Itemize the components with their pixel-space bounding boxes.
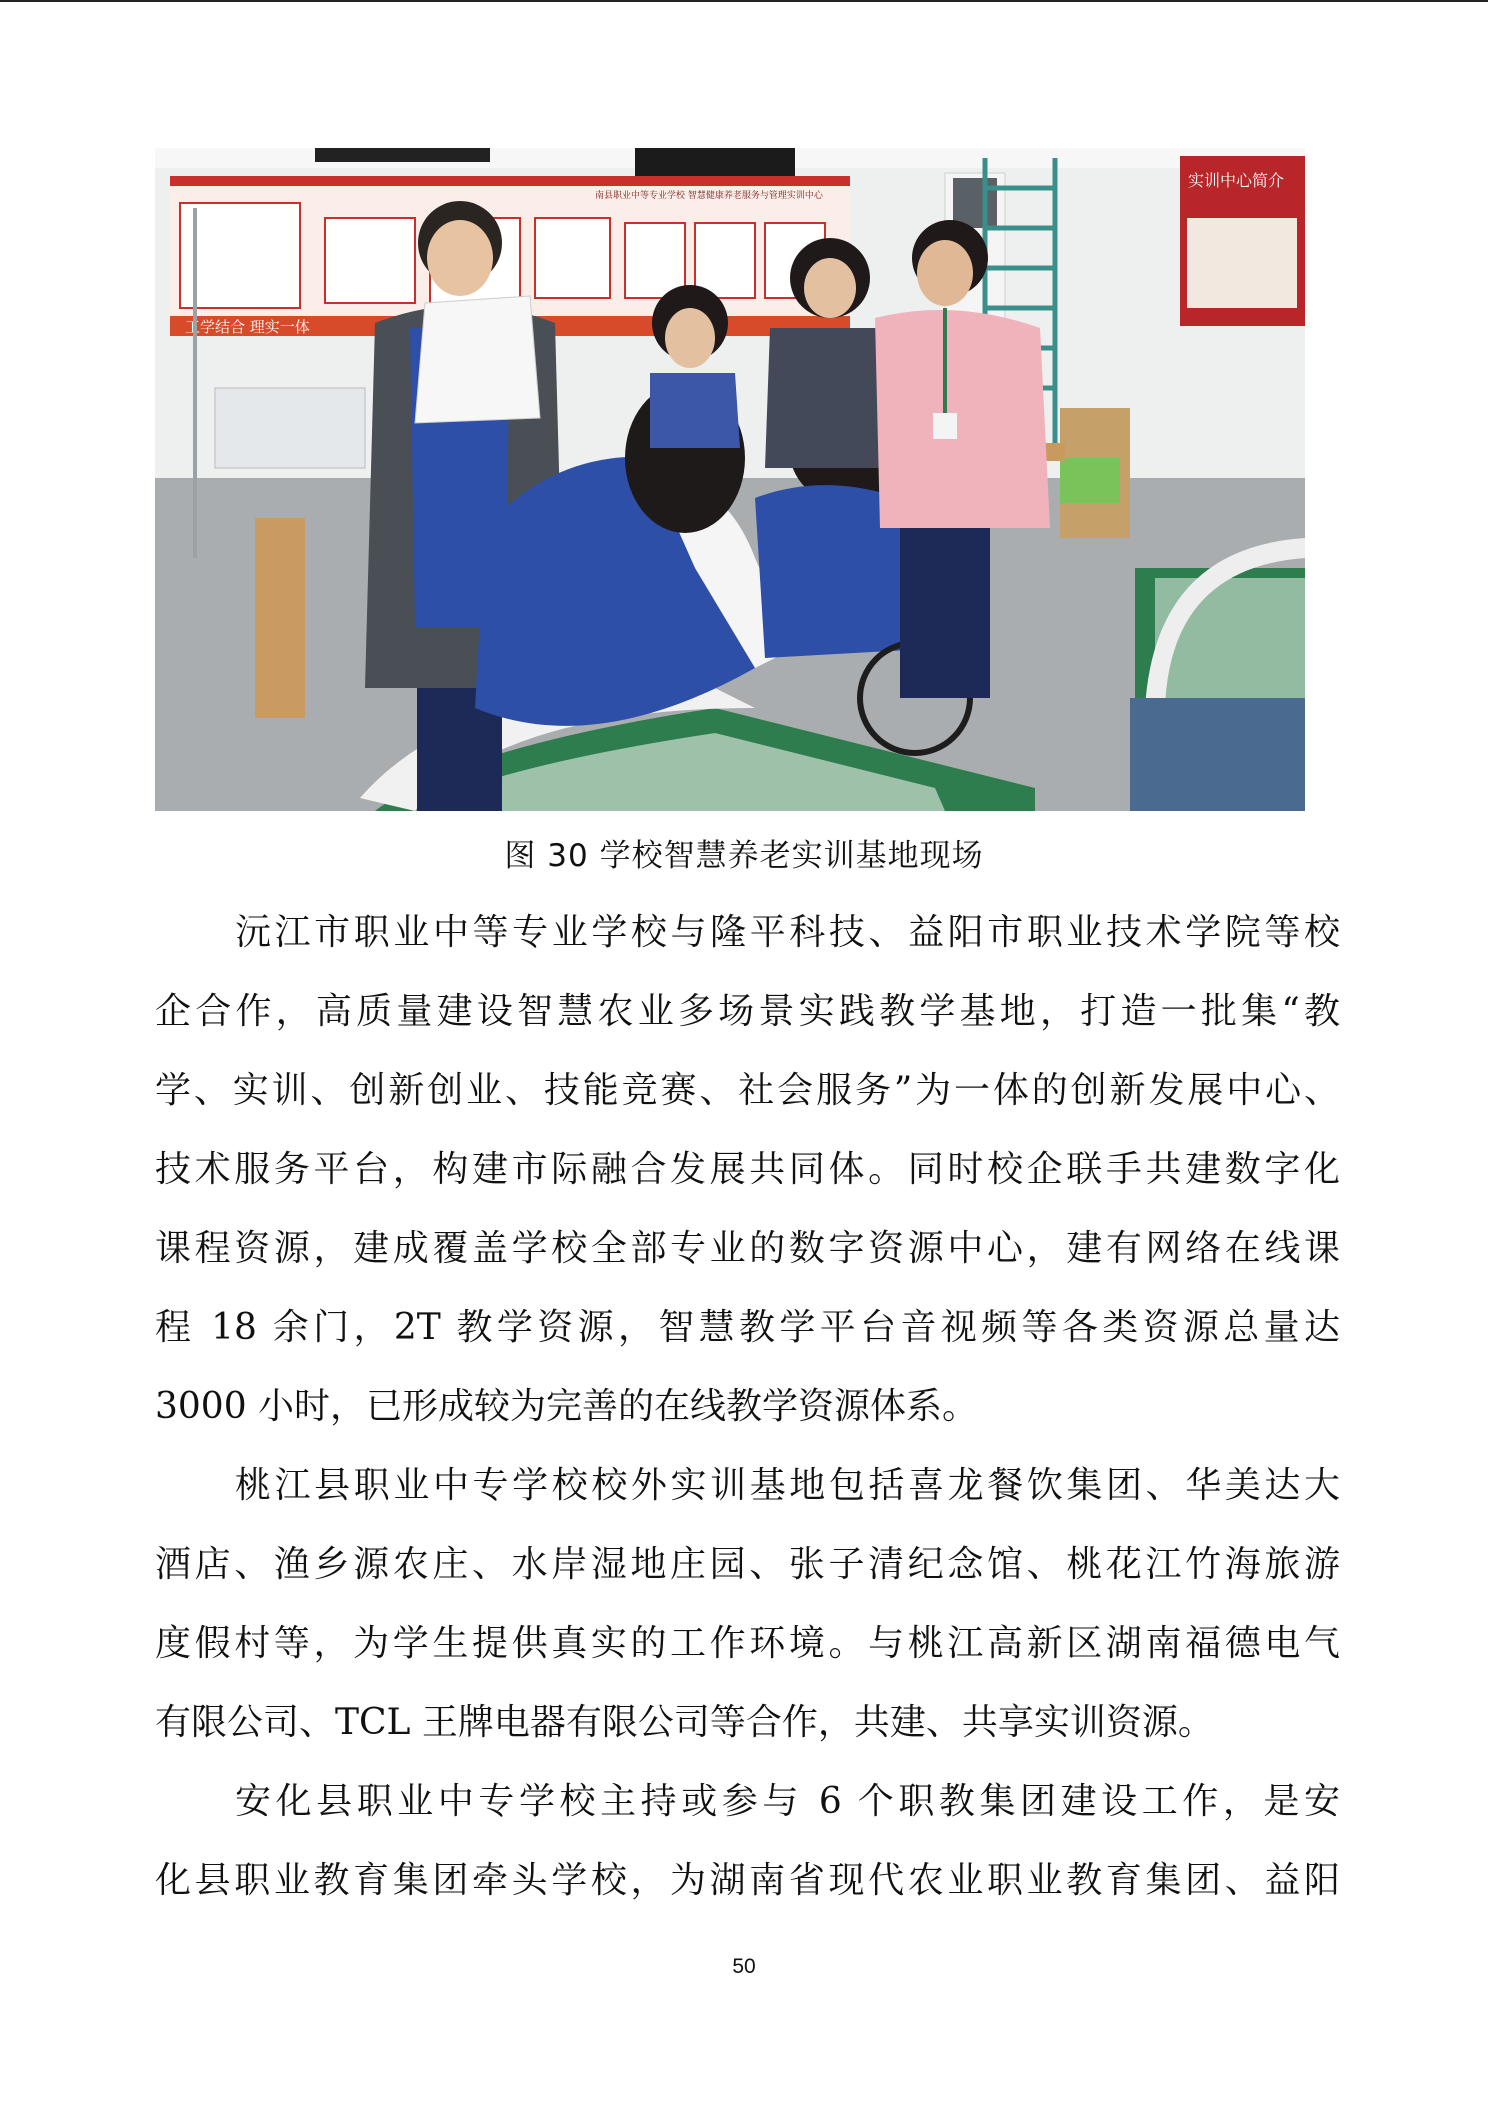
top-banner-text: 南县职业中等专业学校 智慧健康养老服务与管理实训中心: [595, 191, 823, 201]
paragraph-2-line-4: 有限公司、TCL 王牌电器有限公司等合作，共建、共享实训资源。: [155, 1702, 1214, 1743]
paragraph-1-line-4: 技术服务平台，构建市际融合发展共同体。同时校企联手共建数字化: [155, 1149, 1340, 1190]
training-base-photo: [155, 148, 1305, 811]
paragraph-1-line-6: 程 18 余门，2T 教学资源，智慧教学平台音视频等各类资源总量达: [155, 1307, 1340, 1348]
center-board-text: 实训中心简介: [1188, 171, 1285, 190]
paragraph-3-line-2: 化县职业教育集团牵头学校，为湖南省现代农业职业教育集团、益阳: [155, 1860, 1340, 1901]
paragraph-3-line-1: 安化县职业中专学校主持或参与 6 个职教集团建设工作，是安: [235, 1781, 1340, 1822]
wall-banner-text: 工学结合 理实一体: [185, 318, 310, 336]
page-number: 50: [732, 1955, 756, 1978]
paragraph-1-line-2: 企合作，高质量建设智慧农业多场景实践教学基地，打造一批集“教: [155, 991, 1340, 1032]
paragraph-2-line-3: 度假村等，为学生提供真实的工作环境。与桃江高新区湖南福德电气: [155, 1623, 1340, 1664]
photo-illustration: [155, 148, 1305, 811]
paragraph-2-line-1: 桃江县职业中专学校校外实训基地包括喜龙餐饮集团、华美达大: [235, 1465, 1340, 1506]
paragraph-1-line-3: 学、实训、创新创业、技能竞赛、社会服务”为一体的创新发展中心、: [155, 1070, 1340, 1111]
figure-caption: 图 30 学校智慧养老实训基地现场: [504, 838, 984, 874]
paragraph-1-line-5: 课程资源，建成覆盖学校全部专业的数字资源中心，建有网络在线课: [155, 1228, 1340, 1269]
paragraph-2-line-2: 酒店、渔乡源农庄、水岸湿地庄园、张子清纪念馆、桃花江竹海旅游: [155, 1544, 1340, 1585]
paragraph-1-line-1: 沅江市职业中等专业学校与隆平科技、益阳市职业技术学院等校: [235, 912, 1340, 953]
paragraph-1-line-7: 3000 小时，已形成较为完善的在线教学资源体系。: [155, 1386, 979, 1427]
page-top-border: [0, 0, 1488, 2]
